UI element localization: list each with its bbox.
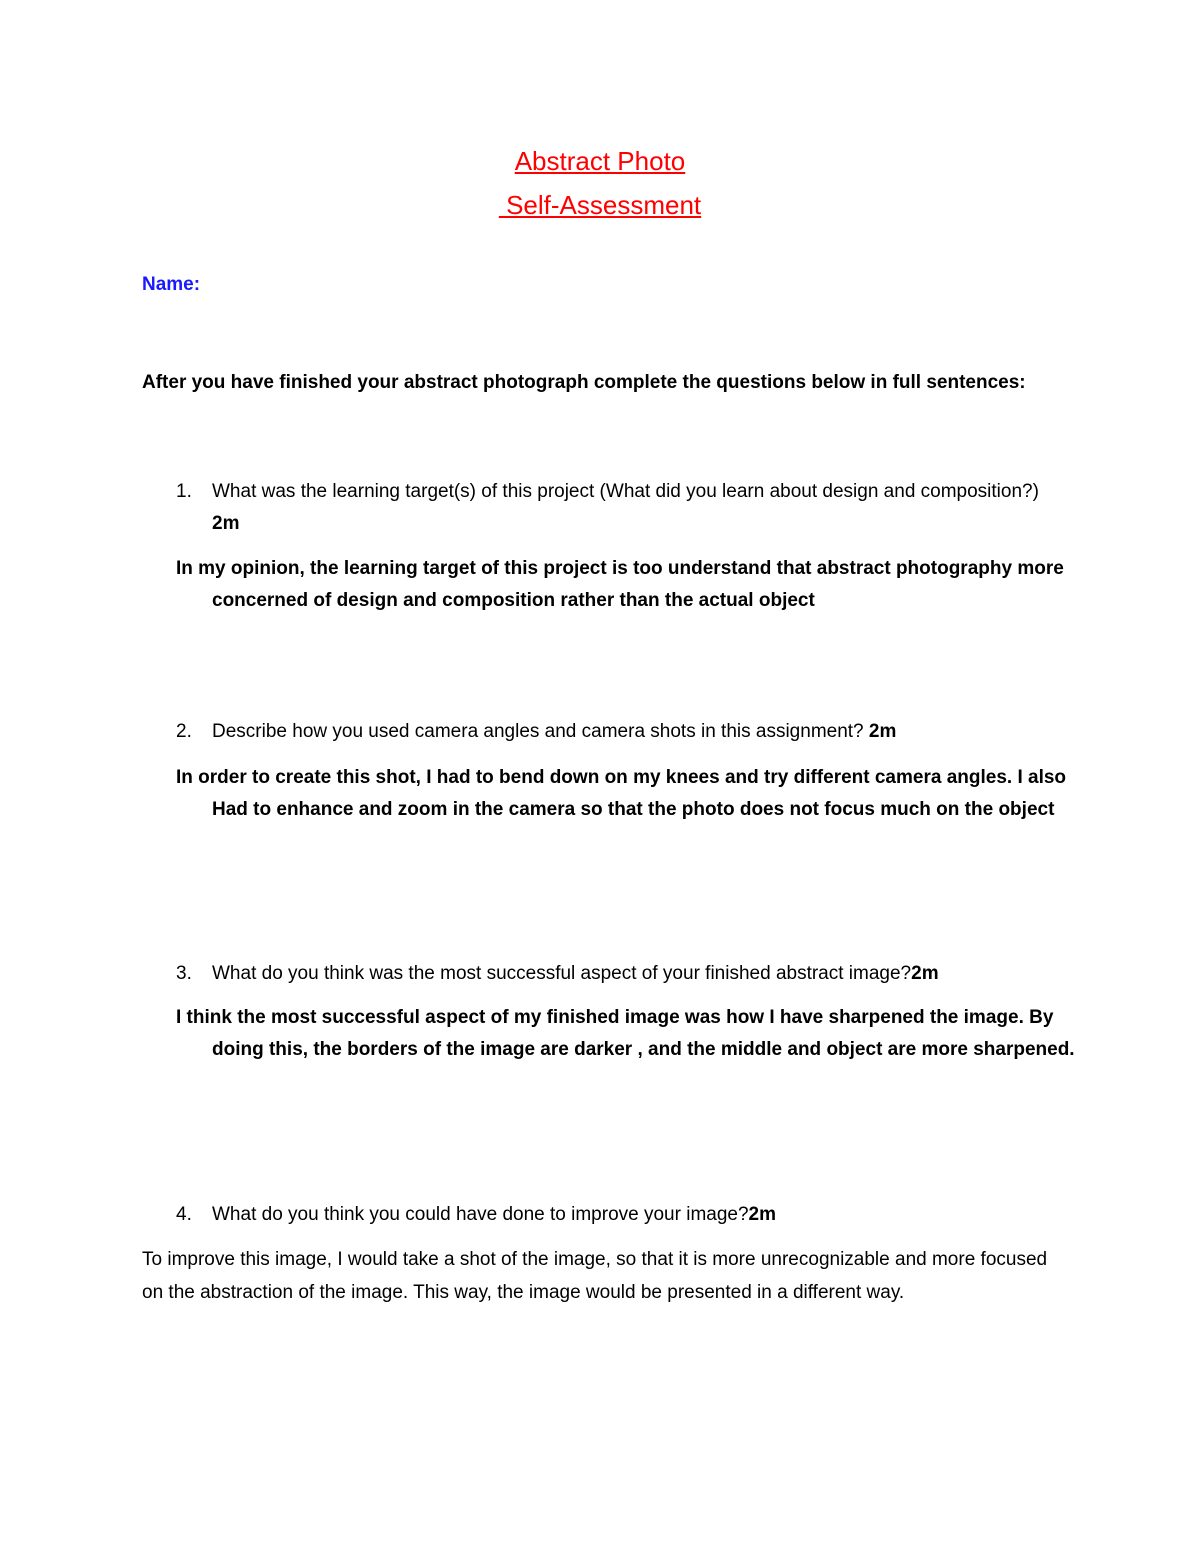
question-prompt: What do you think was the most successful aspect of your finished abstract image? [212, 963, 912, 984]
question-marks: 2m [212, 513, 240, 534]
question-marks: 2m [868, 721, 897, 742]
question-prompt: Describe how you used camera angles and camera shots in this assignment? [212, 721, 869, 742]
document-subtitle: Self-Assessment [498, 190, 702, 220]
question-prompt: What do you think you could have done to improve your image? [212, 1204, 749, 1225]
question-text [212, 476, 1056, 540]
question-marks: 2m [748, 1204, 777, 1225]
answer-1: In my opinion, the learning target of this project is too understand that abstract photography more concerned of design and composition rather than the actual object [176, 558, 1064, 611]
answer-2: In order to create this shot, I had to bend down on my knees and try different camera angles. I also Had to enhance and zoom in the camera so that the photo does not focus much on the object [176, 767, 1067, 820]
question-2 [176, 716, 1056, 748]
question-4 [176, 1199, 1056, 1231]
question-number: 3. [176, 963, 192, 984]
name-label: Name: [142, 274, 201, 295]
question-1 [176, 476, 1056, 540]
question-prompt: What was the learning target(s) of this project (What did you learn about design and composition?) [212, 481, 1039, 502]
question-text [212, 958, 1056, 990]
document-title: Abstract Photo [514, 146, 686, 176]
question-number: 1. [176, 481, 192, 502]
question-text [212, 1199, 1056, 1231]
question-number: 2. [176, 721, 192, 742]
question-text [212, 716, 1056, 748]
question-number: 4. [176, 1204, 192, 1225]
answer-3: I think the most successful aspect of my finished image was how I have sharpened the image. By doing this, the borders of the image are darker , and the middle and object are more sharpened. [176, 1007, 1075, 1060]
question-3 [176, 958, 1056, 990]
answer-4: To improve this image, I would take a shot of the image, so that it is more unrecognizable and more focused on the abstraction of the image. This way, the image would be presented in a different way. [142, 1249, 1048, 1303]
question-marks: 2m [911, 963, 939, 984]
instructions: After you have finished your abstract photograph complete the questions below in full sentences: [142, 372, 1026, 393]
